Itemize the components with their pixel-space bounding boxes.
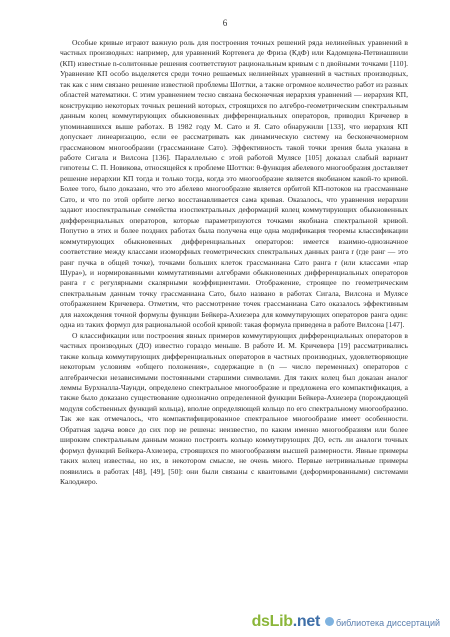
paragraph-1: Особые кривые играют важную роль для построения точных решений ряда нелинейных уравнений в частных производных: например, для уравнений Кортевега де Фриза (КдФ) или Кадомцева-Петвиашвили (КП) известные n-солитонные решения соответствуют рациональным кривым с n двойными точками [110]. Уравнение КП особо выделяется среди точно решаемых нелинейных уравнений в частных производных, так как с ним связано решение известной проблемы Шоттки, а также огромное количество работ из разных областей математики. С этим уравнением тесно связана бесконечная иерархия уравнений — иерархия КП, конструкцию некоторых точных решений которых, строящихся по алгебро-геометрическим спектральным данным колец коммутирующих обыкновенных дифференциальных операторов, приводил Кричевер в упоминавшихся выше работах. В 1982 году М. Сато и Я. Сато обнаружили [133], что иерархия КП допускает линеаризацию, если ее рассматривать как динамическую систему на бесконечномерном грассмановом многообразии (грассманиане Сато). Эффективность такой точки зрения была указана в работе Сигала и Вилсона [136]. Параллельно с этой работой Мулясе [105] доказал слабый вариант гипотезы С. П. Новикова, относящейся к проблеме Шоттки: θ-функция абелевого многообразия доставляет решение иерархии КП тогда и только тогда, когда это многообразие является якобианом какой-то кривой. Более того, было доказано, что это абелево многообразие является орбитой КП-потоков на грассманиане Сато, и что по этой орбите легко восстанавливается сама кривая. Оказалось, что уравнения иерархии задают изоспектральные семейства изоспектральных деформаций колец коммутирующих обыкновенных дифференциальных операторов, которые параметризуются точками якобиана спектральной кривой. Попутно в этих и более поздних работах была получена еще одна модификация теоремы классификации коммутирующих обыкновенных дифференциальных операторов: имеется взаимно-однозначное соответствие между классами изоморфных геометрических спектральных данных ранга r (где ранг — это ранг пучка в общей точке), точками больших клеток грассманиана Сато ранга r (или классами «пар Шура»), и нормированными коммутативными алгебрами обыкновенных дифференциальных операторов ранга r с регулярными скалярными коэффициентами. Отображение, строящее по геометрическим спектральным данным точку грассманиана Сато, было названо в работах Сигала, Вилсона и Мулясе отображением Кричевера. Отметим, что рассмотрение точек грассманиана Сато оказалось эффективным для нахождения точной формулы функции Бейкера-Ахиезера для коммутирующих операторов ранга один: одна из таких формул для рациональной особой кривой: такая формула приведена в работе Вилсона [147]. [60,38,408,330]
dslib-watermark[interactable] [252,613,440,631]
document-body [60,38,408,487]
watermark-subtitle [325,617,440,628]
watermark-subtitle-text: библиотека диссертаций [335,617,440,628]
logo-text: dsLib [251,613,293,630]
library-icon [325,617,334,626]
logo-domain: .net [292,613,320,630]
dslib-logo [252,613,320,631]
paragraph-2: О классификации или построения явных примеров коммутирующих дифференциальных операторов в частных производных (ДО) известно гораздо меньше. В работе И. М. Кричевера [19] рассматривались также кольца коммутирующих дифференциальных операторов в частных производных, удовлетворяющие некоторым условиям «общего положения», содержащие n (n — число переменных) операторов с алгебраически независимыми постоянными старшими символами. Для таких колец был доказан аналог леммы Бурхналла-Чаунди, определено спектральное многообразие и предложена его компактификация, а также было доказано существование однозначно определенной функции Бейкера-Ахиезера (порождающей модуля собственных функций кольца), вполне определяющей кольцо по его спектральному многообразию. Так же как отмечалось, что компактифицированное спектральное многообразие имеет особенности. Обратная задача вовсе до сих пор не решена: неизвестно, по каким именно многообразиям или более широким спектральным данным можно построить кольцо коммутирующих ДО, есть ли аналоги точных формул функций Бейкера-Ахиезера, строящихся по многообразиям высшей размерности. Явные примеры таких колец известны, но их, в некотором смысле, не очень много. Первые нетривиальные примеры появились в работах [48], [49], [50]: они были связаны с квантовыми (деформированными) системами Калоджеро. [60,330,408,487]
page-number: 6 [222,18,228,28]
